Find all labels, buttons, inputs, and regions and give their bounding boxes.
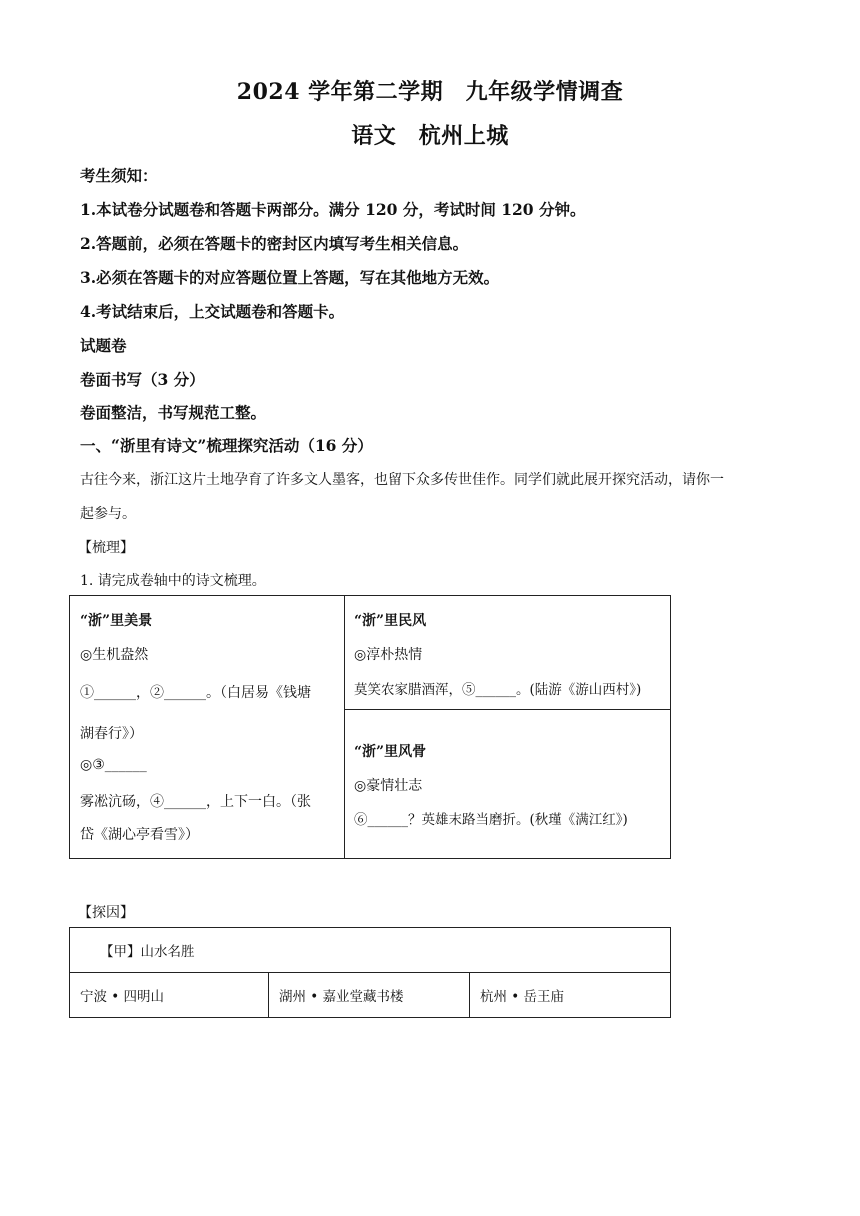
table-header-cell: 【甲】山水名胜	[70, 928, 671, 973]
table-cell: 湖州 • 嘉业堂藏书楼	[269, 973, 470, 1018]
page-title-line2: 语文 杭州上城	[351, 123, 509, 149]
left-line-1: ①______，②______。（白居易《钱塘	[80, 685, 311, 701]
writing-heading: 卷面书写（3 分）	[80, 370, 205, 389]
sort-tag: 【梳理】	[78, 540, 134, 556]
left-theme-2: ◎③______	[80, 757, 147, 773]
bottom-right-theme: ◎豪情壮志	[354, 778, 423, 794]
left-line-3: 雾凇沆砀，④______，上下一白。（张	[80, 794, 311, 810]
explore-tag: 【探因】	[78, 905, 134, 921]
intro-line-1: 古往今来，浙江这片土地孕育了许多文人墨客，也留下众多传世佳作。同学们就此展开探究活动，请你一	[80, 472, 724, 488]
notice-item-4: 4.考试结束后，上交试题卷和答题卡。	[80, 302, 345, 321]
left-theme-1: ◎生机盎然	[80, 647, 149, 663]
writing-requirement: 卷面整洁，书写规范工整。	[80, 403, 267, 422]
question-1: 1. 请完成卷轴中的诗文梳理。	[80, 573, 266, 589]
left-line-4: 岱《湖心亭看雪》）	[80, 827, 199, 843]
left-title: “浙”里美景	[80, 613, 153, 629]
notice-item-3: 3.必须在答题卡的对应答题位置上答题，写在其他地方无效。	[80, 268, 500, 287]
left-line-2: 湖春行》）	[80, 726, 143, 742]
top-right-theme: ◎淳朴热情	[354, 647, 423, 663]
top-right-line: 莫笑农家腊酒浑，⑤______。(陆游《游山西村》)	[354, 682, 642, 698]
top-right-title: “浙”里民风	[354, 613, 427, 629]
bottom-right-title: “浙”里风骨	[354, 744, 427, 760]
table-row	[70, 928, 671, 973]
table-cell: 杭州 • 岳王庙	[470, 973, 671, 1018]
page-title-line1: 2024 学年第二学期 九年级学情调查	[236, 79, 624, 105]
table-cell: 宁波 • 四明山	[70, 973, 269, 1018]
paper-label: 试题卷	[80, 336, 127, 355]
bottom-right-line: ⑥______？英雄末路当磨折。(秋瑾《满江红》)	[354, 812, 628, 828]
notice-item-1: 1.本试卷分试题卷和答题卡两部分。满分 120 分，考试时间 120 分钟。	[80, 200, 586, 219]
notice-item-2: 2.答题前，必须在答题卡的密封区内填写考生相关信息。	[80, 234, 469, 253]
explore-table	[69, 927, 671, 1018]
section1-heading: 一、“浙里有诗文”梳理探究活动（16 分）	[80, 436, 373, 455]
notice-heading: 考生须知：	[80, 166, 158, 185]
table-row	[70, 973, 671, 1018]
intro-line-2: 起参与。	[80, 506, 136, 522]
